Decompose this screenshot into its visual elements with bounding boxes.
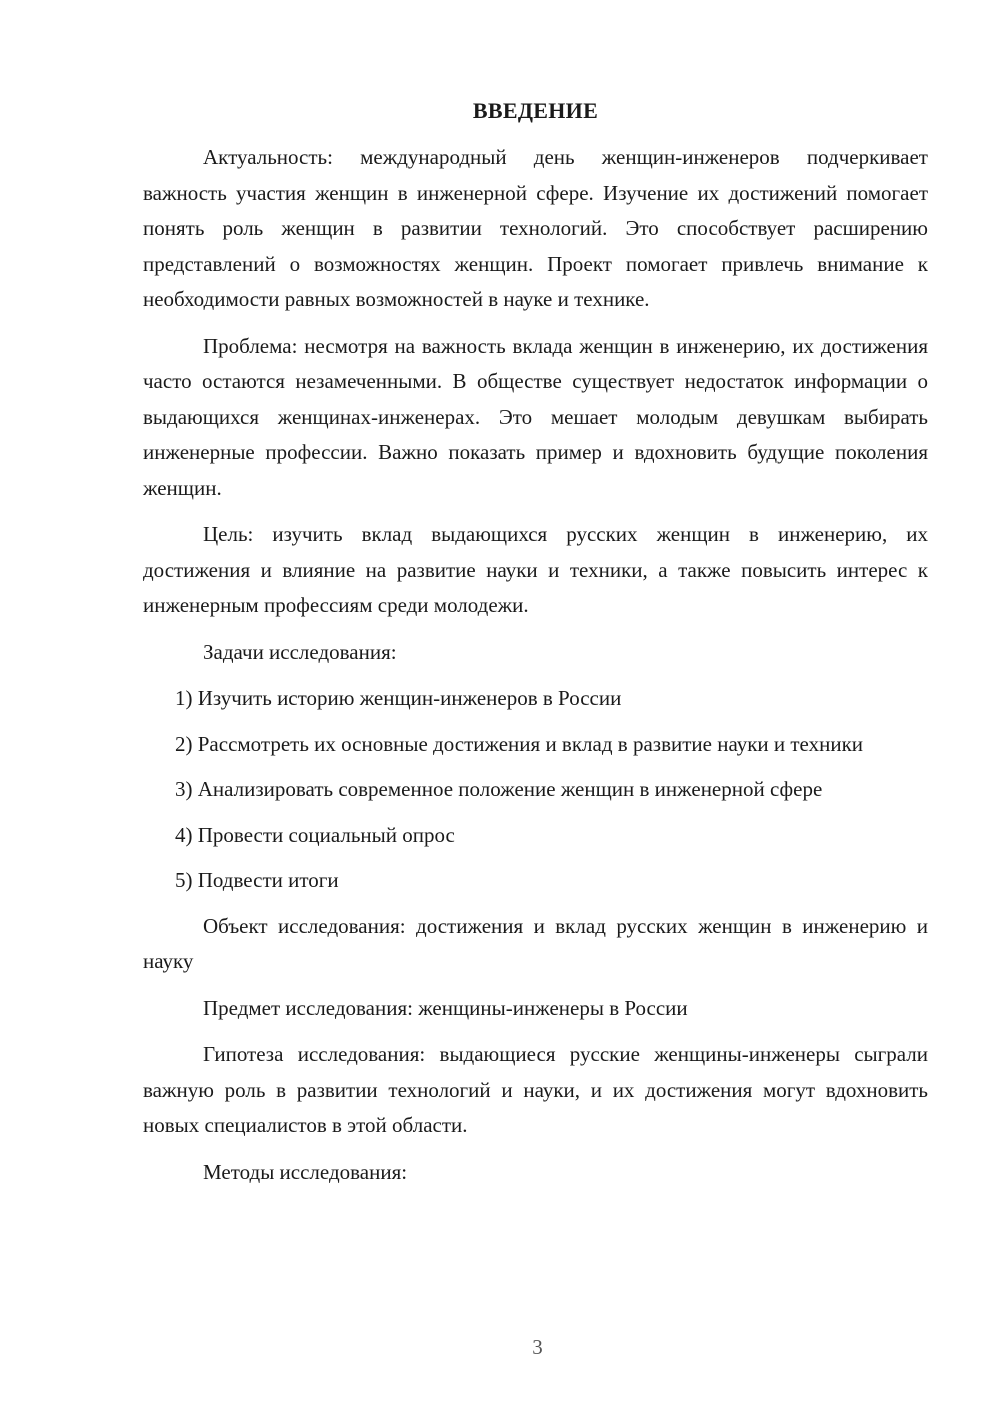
section-heading: ВВЕДЕНИЕ (472, 98, 599, 123)
task-item-3: 3) Анализировать современное положение женщин в инженерной сфере (175, 777, 823, 801)
document-page (143, 96, 928, 1201)
task-item-2: 2) Рассмотреть их основные достижения и вклад в развитие науки и техники (175, 731, 864, 756)
tasks-title: Задачи исследования: (203, 639, 397, 664)
page-number: 3 (532, 1335, 543, 1359)
hypothesis-paragraph: Гипотеза исследования: выдающиеся русские женщины-инженеры сыграли важную роль в развитии технологий и науки, и их достижения могут вдохновить новых специалистов в этой области. (143, 1042, 928, 1137)
object-paragraph: Объект исследования: достижения и вклад русских женщин в инженерию и науку (143, 913, 928, 973)
problem-paragraph: Проблема: несмотря на важность вклада женщин в инженерию, их достижения часто остаются незамеченными. В обществе существует недостаток информации о выдающихся женщинах-инженерах. Это мешает молодым девушкам выбирать инженерные профессии. Важно показать пример и вдохновить будущие поколения женщин. (143, 333, 928, 500)
task-item-5: 5) Подвести итоги (175, 868, 339, 892)
subject-paragraph: Предмет исследования: женщины-инженеры в России (203, 995, 688, 1020)
task-item-4: 4) Провести социальный опрос (175, 822, 455, 847)
methods-title: Методы исследования: (203, 1159, 408, 1184)
goal-paragraph: Цель: изучить вклад выдающихся русских женщин в инженерию, их достижения и влияние на развитие науки и техники, а также повысить интерес к инженерным профессиям среди молодежи. (143, 522, 928, 617)
relevance-paragraph: Актуальность: международный день женщин-инженеров подчеркивает важность участия женщин в инженерной сфере. Изучение их достижений помогает понять роль женщин в развитии технологий. Это способствует расширению представлений о возможностях женщин. Проект помогает привлечь внимание к необходимости равных возможностей в науке и технике. (143, 145, 928, 311)
task-item-1: 1) Изучить историю женщин-инженеров в России (175, 686, 622, 710)
